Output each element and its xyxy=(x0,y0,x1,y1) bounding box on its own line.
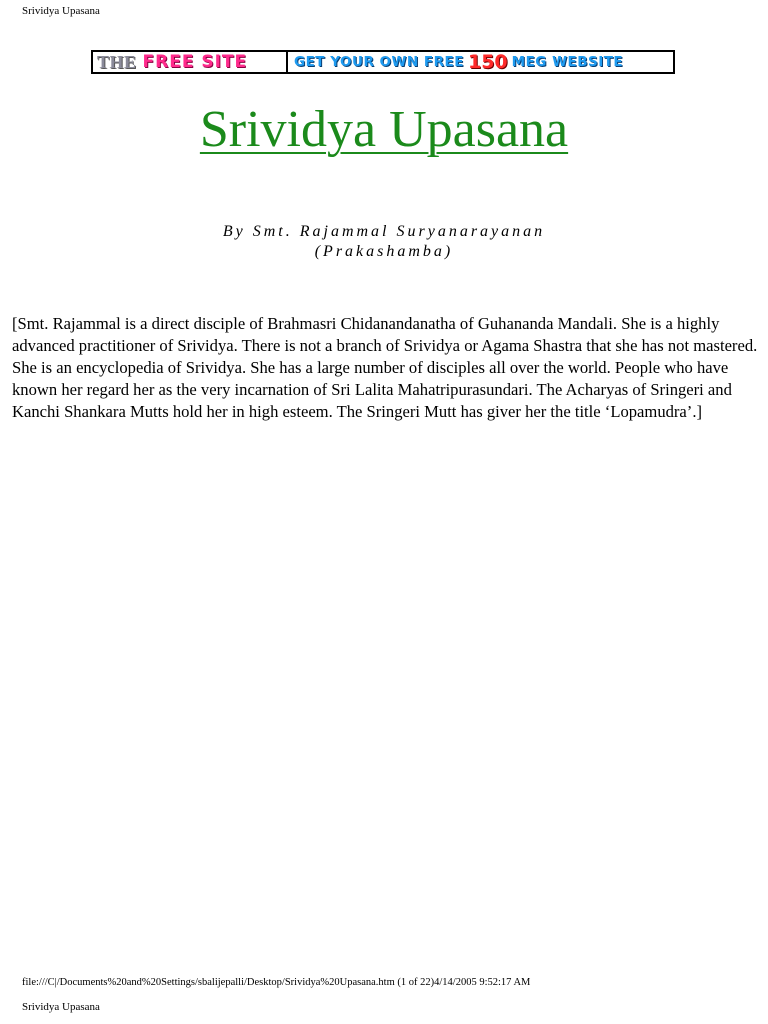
banner-right-panel xyxy=(288,52,673,72)
banner-free-site-text: FREE SITE xyxy=(142,52,248,72)
byline-author: By Smt. Rajammal Suryanarayanan xyxy=(222,223,546,240)
page-header-title: Srividya Upasana xyxy=(22,5,100,17)
banner-get-suffix-text: MEG WEBSITE xyxy=(511,54,624,70)
document-title: Srividya Upasana xyxy=(199,101,569,158)
intro-paragraph: [Smt. Rajammal is a direct disciple of Brahmasri Chidanandanatha of Guhananda Mandali. She is a highly advanced practitioner of Srividya. There is not a branch of Srividya or Agama Shastra that she has not mastered. She is an encyclopedia of Srividya. She has a large number of disciples all over the world. People who have known her regard her as the very incarnation of Sri Lalita Mahatripurasundari. The Acharyas of Sringeri and Kanchi Shankara Mutts hold her in high esteem. The Sringeri Mutt has giver her the title ‘Lopamudra’.] xyxy=(12,314,758,421)
byline xyxy=(0,222,768,262)
banner-left-panel xyxy=(93,52,288,72)
footer-file-path: file:///C|/Documents%20and%20Settings/sbalijepalli/Desktop/Srividya%20Upasana.htm (1 of 22)4/14/2005 9:52:17 AM xyxy=(22,977,531,988)
banner-the-text: THE xyxy=(97,51,137,72)
document-title-container xyxy=(0,100,768,159)
footer-page-title: Srividya Upasana xyxy=(22,1001,100,1013)
banner-get-prefix-text: GET YOUR OWN FREE xyxy=(294,54,464,70)
free-site-banner-link[interactable] xyxy=(91,50,675,74)
byline-alias: (Prakashamba) xyxy=(314,243,454,260)
banner-number-text: 150 xyxy=(467,51,508,73)
